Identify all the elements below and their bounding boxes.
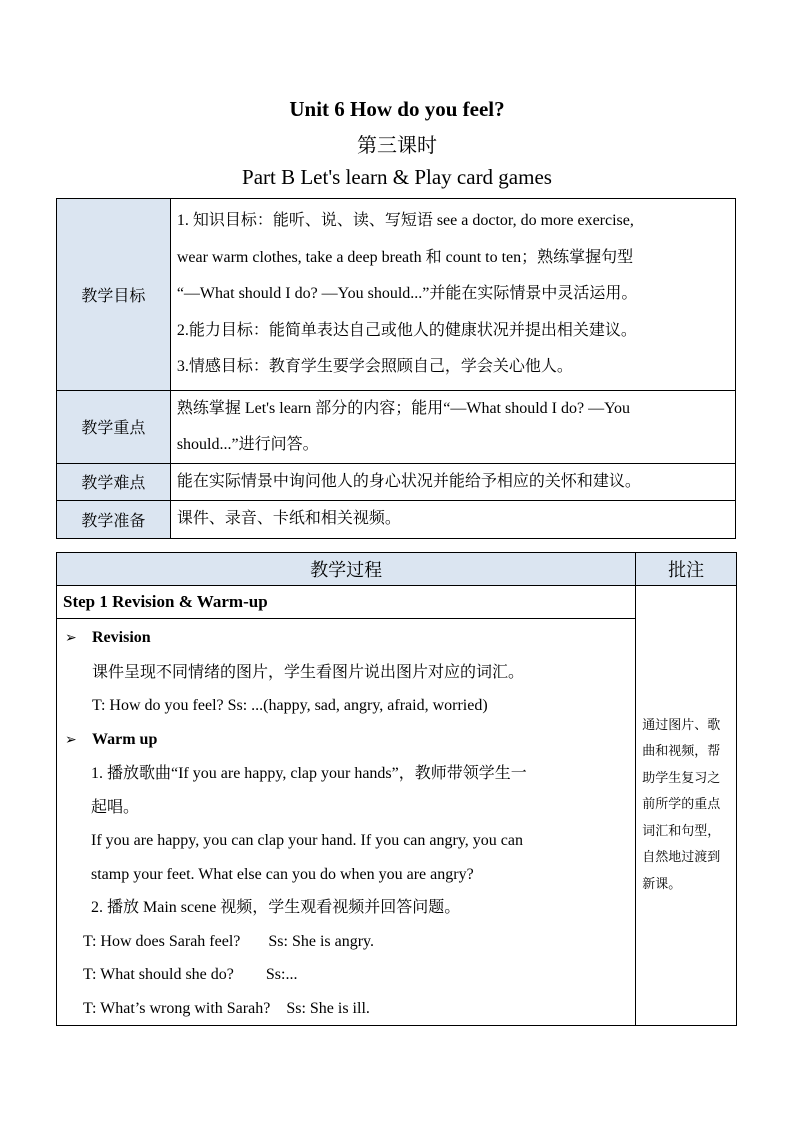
document-title: Unit 6 How do you feel?	[289, 97, 505, 121]
step-1-content	[57, 619, 636, 1026]
warmup-heading	[65, 723, 629, 758]
revision-line: T: How do you feel? Ss: ...(happy, sad, angry, afraid, worried)	[92, 697, 488, 714]
key-points-content	[170, 390, 735, 463]
objectives-line: 1. 知识目标：能听、说、读、写短语 see a doctor, do more exercise,	[176, 212, 634, 229]
objectives-line: “—What should I do? —You should...”并能在实际情景中灵活运用。	[176, 285, 638, 302]
warmup-line: 2. 播放 Main scene 视频，学生观看视频并回答问题。	[91, 899, 461, 916]
revision-heading	[65, 621, 629, 656]
warmup-line: stamp your feet. What else can you do when you are angry?	[91, 865, 474, 883]
teaching-process-table	[56, 552, 737, 1026]
note-line: 词汇和句型，	[642, 823, 721, 839]
key-points-label: 教学重点	[57, 390, 171, 463]
note-line: 曲和视频，帮	[642, 744, 721, 760]
note-line: 通过图片、歌	[642, 717, 721, 733]
lesson-number: 第三课时	[357, 133, 437, 157]
process-header: 教学过程	[57, 553, 636, 586]
preparation-content: 课件、录音、卡纸和相关视频。	[170, 500, 735, 538]
notes-header: 批注	[636, 553, 737, 586]
objectives-content	[170, 199, 735, 391]
notes-cell	[636, 586, 737, 1026]
key-points-line: 熟练掌握 Let's learn 部分的内容；能用“—What should I do? —You	[176, 399, 631, 417]
revision-line: 课件呈现不同情绪的图片，学生看图片说出图片对应的词汇。	[92, 663, 525, 681]
key-points-line: should...”进行问答。	[176, 435, 319, 453]
arrow-bullet-icon: ➢	[65, 731, 77, 748]
difficulty-content: 能在实际情景中询问他人的身心状况并能给予相应的关怀和建议。	[170, 463, 735, 500]
warmup-line: If you are happy, you can clap your hand. If you can angry, you can	[91, 832, 523, 849]
warmup-line: 起唱。	[91, 798, 140, 816]
warmup-line: 1. 播放歌曲“If you are happy, clap your hands”，教师带领学生一	[91, 765, 527, 782]
step-1-title: Step 1 Revision & Warm-up	[57, 586, 636, 619]
note-line: 新课。	[642, 876, 682, 892]
objectives-label: 教学目标	[57, 199, 171, 391]
dialogue-line: T: What should she do? Ss:...	[83, 966, 298, 983]
arrow-bullet-icon: ➢	[65, 630, 77, 646]
teaching-plan-table	[56, 198, 736, 539]
objectives-line: 3.情感目标：教育学生要学会照顾自己，学会关心他人。	[176, 358, 573, 375]
warmup-label: Warm up	[92, 730, 158, 748]
dialogue-line: T: How does Sarah feel? Ss: She is angry.	[83, 932, 374, 950]
dialogue-line: T: What’s wrong with Sarah? Ss: She is ill.	[83, 999, 370, 1017]
difficulty-label: 教学难点	[57, 463, 171, 500]
preparation-label: 教学准备	[57, 500, 171, 538]
revision-label: Revision	[92, 629, 151, 646]
objectives-line: 2.能力目标：能简单表达自己或他人的健康状况并提出相关建议。	[176, 321, 637, 339]
objectives-line: wear warm clothes, take a deep breath 和 count to ten；熟练掌握句型	[176, 248, 634, 266]
note-line: 助学生复习之	[642, 770, 721, 786]
lesson-subtitle: Part B Let's learn & Play card games	[242, 165, 552, 189]
note-line: 前所学的重点	[642, 797, 721, 813]
note-line: 自然地过渡到	[642, 850, 721, 866]
